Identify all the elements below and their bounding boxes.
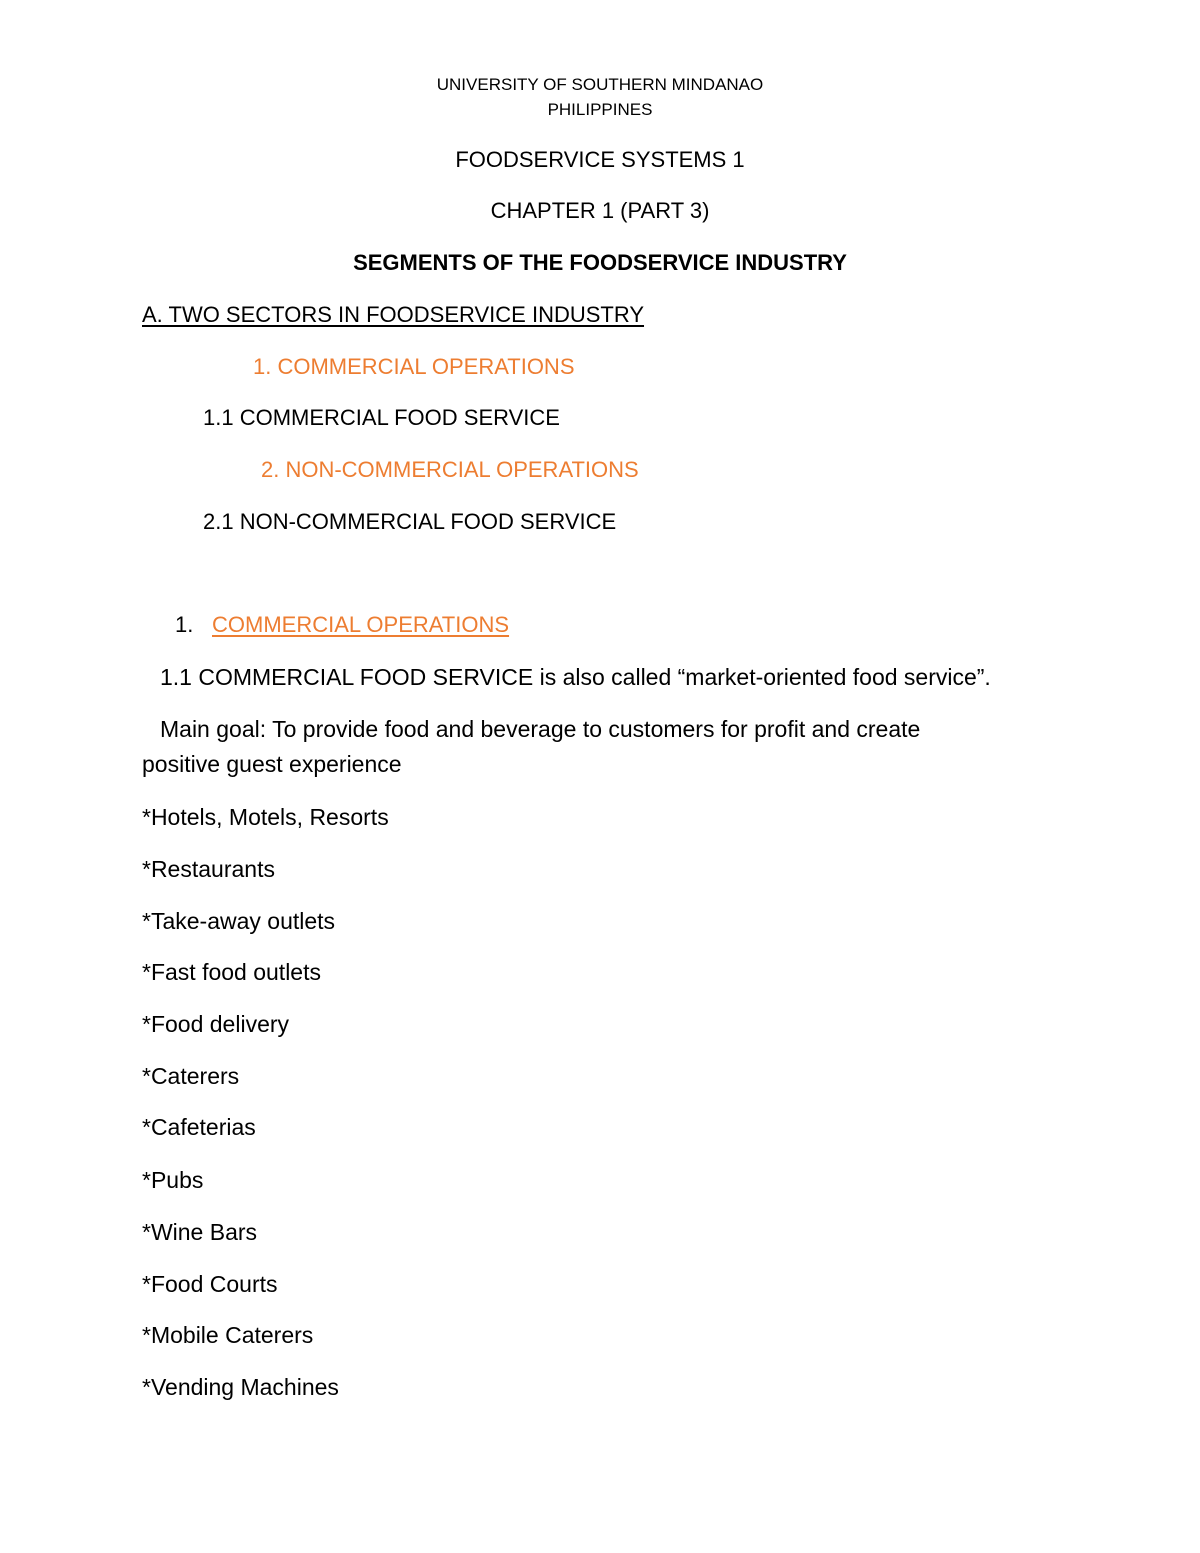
country-name: PHILIPPINES bbox=[547, 100, 653, 119]
section-title: COMMERCIAL OPERATIONS bbox=[212, 612, 510, 637]
list-item: *Wine Bars bbox=[142, 1219, 258, 1245]
list-item: *Food delivery bbox=[142, 1011, 290, 1037]
list-item: *Take-away outlets bbox=[142, 908, 336, 934]
outline-item-noncommercial: 2. NON-COMMERCIAL OPERATIONS bbox=[261, 457, 639, 482]
list-item: *Food Courts bbox=[142, 1271, 278, 1297]
university-name: UNIVERSITY OF SOUTHERN MINDANAO bbox=[436, 75, 764, 94]
section-heading bbox=[175, 614, 509, 636]
list-item: *Pubs bbox=[142, 1167, 204, 1193]
list-item: *Cafeterias bbox=[142, 1114, 256, 1140]
course-title: FOODSERVICE SYSTEMS 1 bbox=[455, 147, 745, 172]
goal-text-line-2: positive guest experience bbox=[142, 751, 402, 777]
page-title: SEGMENTS OF THE FOODSERVICE INDUSTRY bbox=[353, 250, 847, 275]
list-item: *Caterers bbox=[142, 1063, 240, 1089]
list-item: *Vending Machines bbox=[142, 1374, 339, 1400]
list-item: *Mobile Caterers bbox=[142, 1322, 314, 1348]
outline-heading: A. TWO SECTORS IN FOODSERVICE INDUSTRY bbox=[142, 302, 645, 327]
chapter-title: CHAPTER 1 (PART 3) bbox=[490, 198, 710, 223]
list-item: *Restaurants bbox=[142, 856, 275, 882]
outline-item-commercial: 1. COMMERCIAL OPERATIONS bbox=[253, 354, 575, 379]
list-item: *Hotels, Motels, Resorts bbox=[142, 804, 389, 830]
definition-text: 1.1 COMMERCIAL FOOD SERVICE is also called “market-oriented food service”. bbox=[160, 664, 991, 690]
outline-subitem-noncommercial: 2.1 NON-COMMERCIAL FOOD SERVICE bbox=[203, 509, 617, 534]
goal-text-line-1: Main goal: To provide food and beverage to customers for profit and create bbox=[160, 716, 921, 742]
list-item: *Fast food outlets bbox=[142, 959, 321, 985]
section-number: 1. bbox=[175, 612, 194, 637]
outline-subitem-commercial: 1.1 COMMERCIAL FOOD SERVICE bbox=[203, 405, 560, 430]
